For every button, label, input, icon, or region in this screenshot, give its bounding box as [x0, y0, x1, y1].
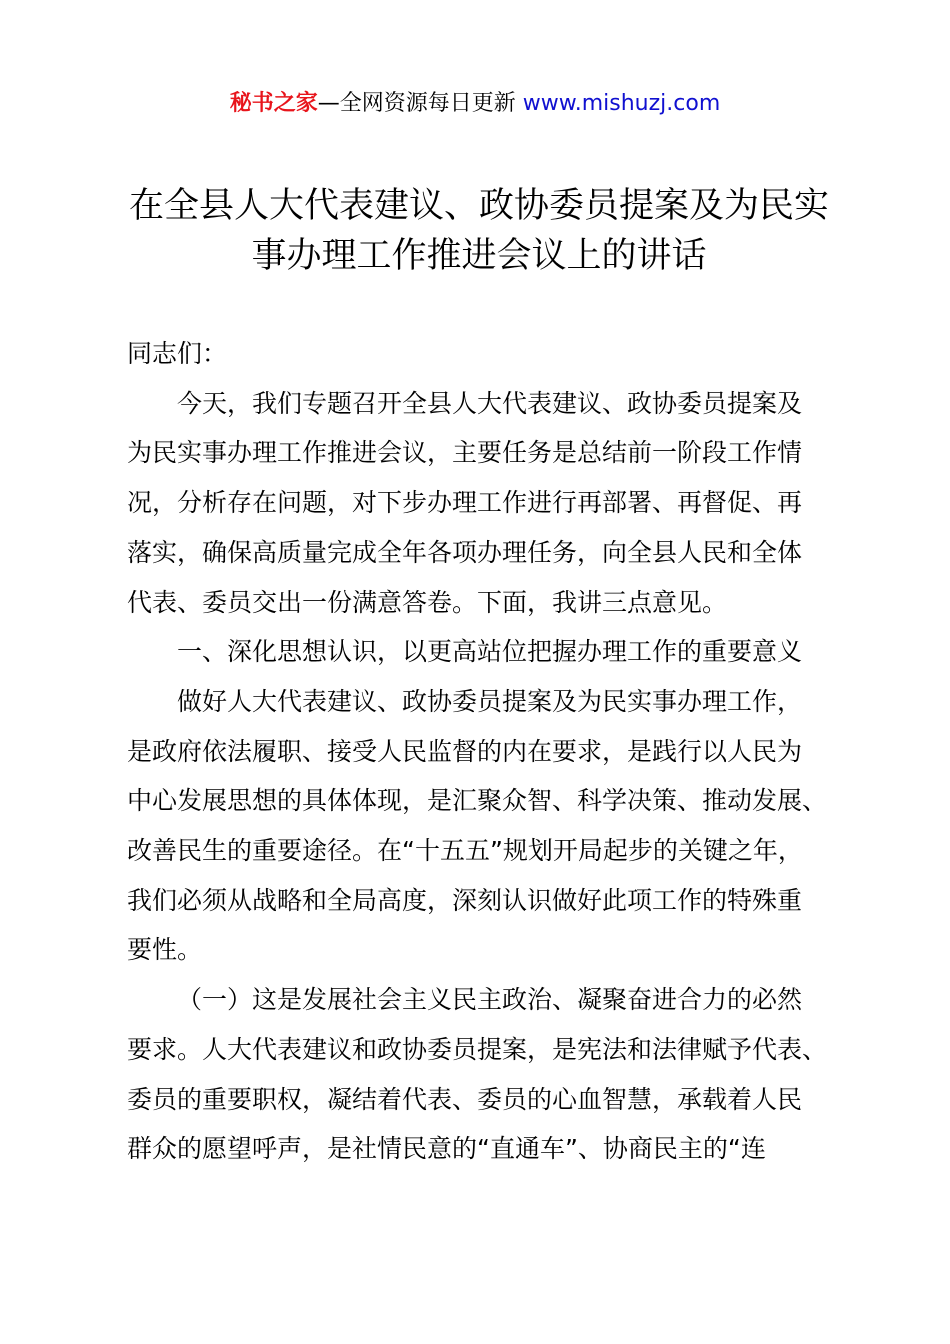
- paragraph-line: 况，分析存在问题，对下步办理工作进行再部署、再督促、再: [127, 488, 803, 518]
- paragraph-line: 为民实事办理工作推进会议，主要任务是总结前一阶段工作情: [127, 438, 803, 468]
- paragraph-line: （一）这是发展社会主义民主政治、凝聚奋进合力的必然: [177, 985, 803, 1015]
- brand-name: 秘书之家: [229, 91, 318, 116]
- document-title-line-1: 在全县人大代表建议、政协委员提案及为民实: [128, 186, 829, 226]
- paragraph-line: 代表、委员交出一份满意答卷。下面，我讲三点意见。: [127, 587, 728, 617]
- paragraph-line: 我们必须从战略和全局高度，深刻认识做好此项工作的特殊重: [127, 885, 803, 915]
- document-title-line-2: 事办理工作推进会议上的讲话: [251, 236, 707, 276]
- paragraph-line: 委员的重要职权，凝结着代表、委员的心血智慧，承载着人民: [127, 1084, 803, 1114]
- paragraph-line: 今天，我们专题召开全县人大代表建议、政协委员提案及: [177, 388, 803, 418]
- paragraph-line: 一、深化思想认识，以更高站位把握办理工作的重要意义: [177, 637, 803, 667]
- salutation: 同志们：: [127, 339, 228, 368]
- paragraph-line: 中心发展思想的具体体现，是汇聚众智、科学决策、推动发展、: [127, 786, 828, 816]
- paragraph-line: 做好人大代表建议、政协委员提案及为民实事办理工作，: [177, 686, 803, 716]
- paragraph-line: 群众的愿望呼声，是社情民意的“直通车”、协商民主的“连: [127, 1134, 766, 1164]
- site-header: [0, 88, 950, 120]
- paragraph-line: 落实，确保高质量完成全年各项办理任务，向全县人民和全体: [127, 537, 803, 567]
- slogan: —全网资源每日更新: [317, 91, 516, 116]
- site-url[interactable]: www.mishuzj.com: [522, 91, 721, 116]
- paragraph-line: 要性。: [127, 935, 203, 965]
- paragraph-line: 是政府依法履职、接受人民监督的内在要求，是践行以人民为: [127, 736, 803, 766]
- paragraph-line: 要求。人大代表建议和政协委员提案，是宪法和法律赋予代表、: [127, 1034, 828, 1064]
- paragraph-line: 改善民生的重要途径。在“十五五”规划开局起步的关键之年，: [127, 836, 803, 865]
